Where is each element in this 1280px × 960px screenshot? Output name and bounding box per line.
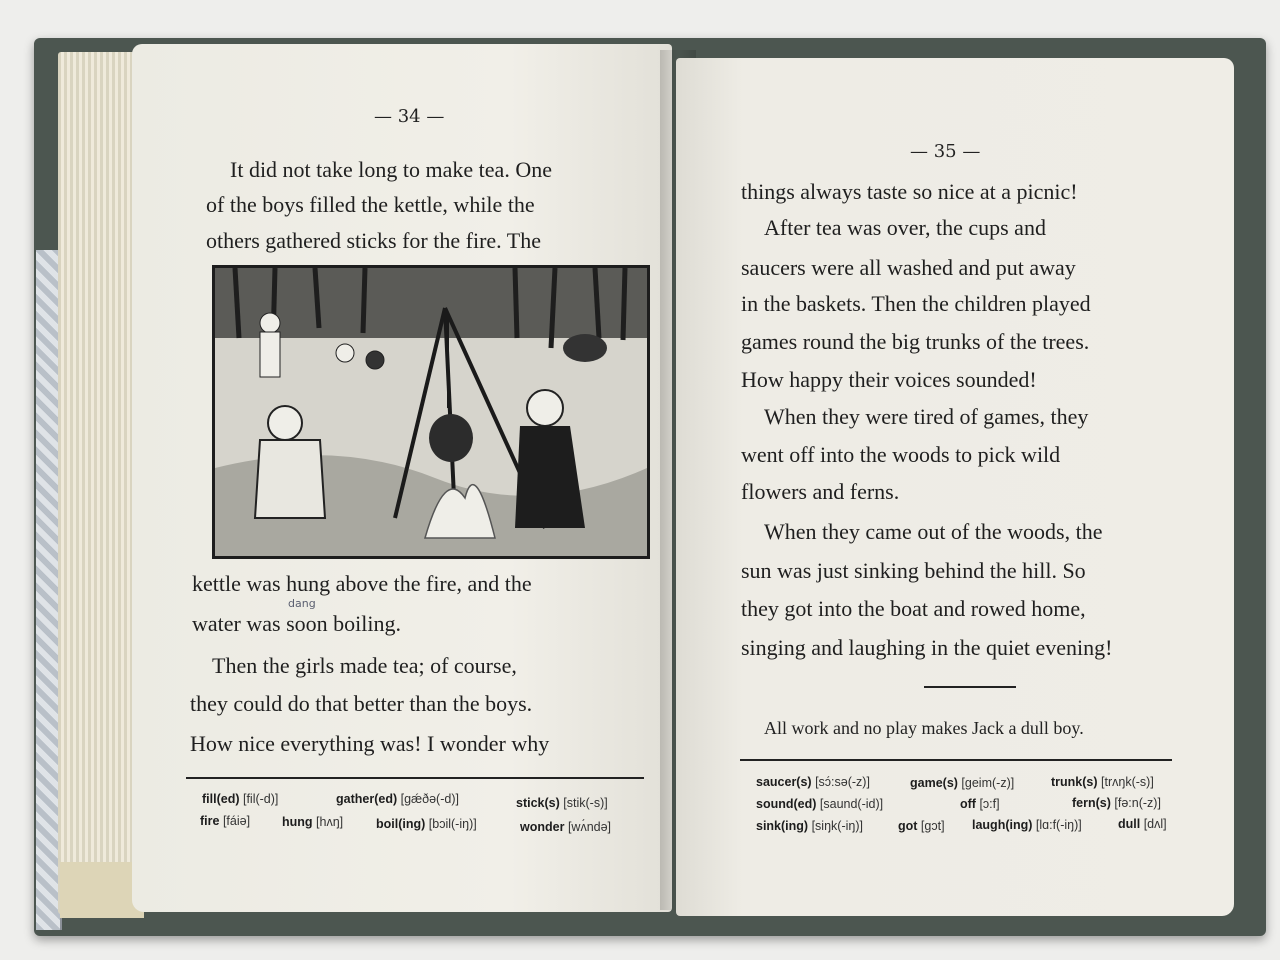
right-text-line-1: things always taste so nice at a picnic!	[741, 179, 1078, 204]
vocab-entry: sink(ing) [siŋk(-iŋ)]	[756, 819, 863, 833]
left-page-number: — 34 —	[374, 106, 445, 127]
vocab-entry: fill(ed) [fil(-d)]	[202, 792, 279, 806]
vocab-entry: trunk(s) [trʌŋk(-s)]	[1051, 775, 1154, 789]
vocab-entry: off [ɔ:f]	[960, 797, 1000, 811]
proverb-rule	[924, 686, 1016, 688]
right-text-line-11: sun was just sinking behind the hill. So	[741, 558, 1086, 583]
left-text-line-6: Then the girls made tea; of course,	[212, 653, 517, 678]
right-text-line-13: singing and laughing in the quiet evening!	[741, 635, 1113, 660]
right-vocab-rule	[740, 759, 1172, 761]
vocab-entry: game(s) [geim(-z)]	[910, 776, 1015, 790]
pencil-annotation: dang	[288, 597, 316, 610]
vocab-entry: got [gɔt]	[898, 819, 945, 833]
right-text-line-7: When they were tired of games, they	[764, 404, 1089, 429]
left-text-line-2: of the boys filled the kettle, while the	[206, 192, 535, 217]
right-text-line-8: went off into the woods to pick wild	[741, 442, 1061, 467]
vocab-entry: wonder [wʌ́ndə]	[520, 820, 612, 834]
right-text-line-10: When they came out of the woods, the	[764, 519, 1103, 544]
vocab-entry: fire [fáiə]	[200, 814, 251, 828]
vocab-entry: stick(s) [stik(-s)]	[516, 796, 608, 810]
page-stack-edge	[58, 52, 142, 914]
vocab-entry: sound(ed) [saund(-id)]	[756, 797, 884, 811]
left-text-line-1: It did not take long to make tea. One	[230, 157, 552, 182]
right-text-line-4: in the baskets. Then the children played	[741, 291, 1091, 316]
right-text-line-2: After tea was over, the cups and	[764, 215, 1046, 240]
proverb: All work and no play makes Jack a dull boy.	[764, 718, 1084, 738]
vocab-entry: saucer(s) [sɔ́:sə(-z)]	[756, 775, 870, 789]
left-text-line-8: How nice everything was! I wonder why	[190, 731, 550, 756]
left-text-line-4: kettle was hung above the fire, and the	[192, 571, 532, 596]
campfire-illustration-drawing	[215, 268, 647, 556]
right-text-line-9: flowers and ferns.	[741, 479, 900, 504]
left-vocab-rule	[186, 777, 644, 779]
vocab-entry: fern(s) [fə:n(-z)]	[1072, 796, 1161, 810]
vocab-entry: laugh(ing) [lɑ:f(-iŋ)]	[972, 818, 1082, 832]
right-text-line-3: saucers were all washed and put away	[741, 255, 1076, 280]
left-text-line-5: water was soon boiling.	[192, 611, 401, 636]
right-page-number: — 35 —	[910, 141, 981, 162]
vocab-entry: hung [hʌŋ]	[282, 815, 344, 829]
right-text-line-6: How happy their voices sounded!	[741, 367, 1037, 392]
vocab-entry: gather(ed) [gǽðə(-d)]	[336, 792, 459, 806]
left-text-line-3: others gathered sticks for the fire. The	[206, 228, 541, 253]
campfire-illustration	[212, 265, 650, 559]
vocab-entry: dull [dʌl]	[1118, 817, 1167, 831]
right-text-line-5: games round the big trunks of the trees.	[741, 329, 1090, 354]
right-text-line-12: they got into the boat and rowed home,	[741, 596, 1086, 621]
left-text-line-7: they could do that better than the boys.	[190, 691, 533, 716]
vocab-entry: boil(ing) [bɔil(-iŋ)]	[376, 817, 477, 831]
